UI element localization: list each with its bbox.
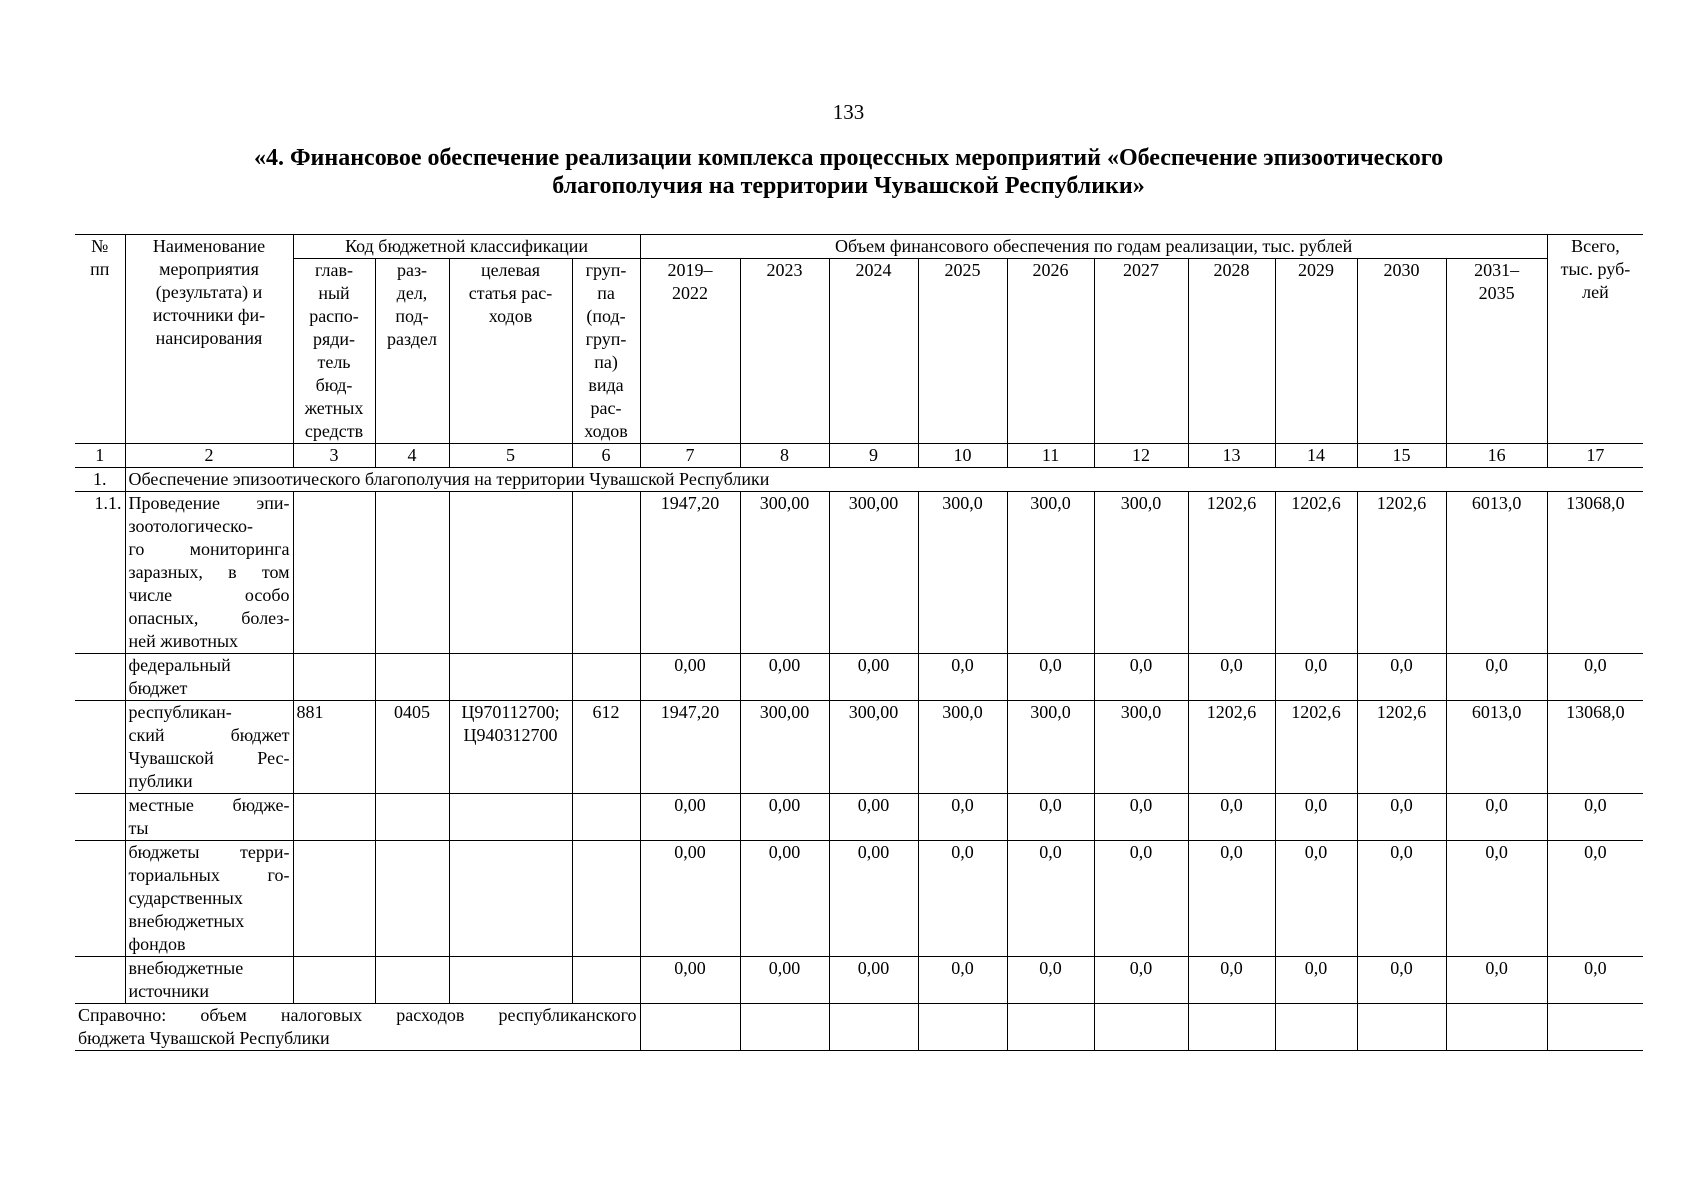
header-year-line: 2024 [855,260,892,280]
header-code-col-line: целевая [480,260,541,280]
footnote-label [75,1004,640,1051]
row-name-line: Проведение эпи- [128,493,290,513]
column-numbers-row [75,444,1643,468]
row-value: 0,0 [1446,841,1547,957]
title-line-2: благополучия на территории Чувашской Республики» [552,173,1145,199]
header-code-col-line: под- [395,306,429,326]
table-row [75,957,1643,1004]
row-value: 0,0 [1446,794,1547,841]
column-number: 6 [572,444,640,468]
header-year [1275,259,1357,444]
row-value: 6013,0 [1446,492,1547,654]
header-code-col [572,259,640,444]
row-code [293,841,375,957]
row-name-line: зоотологическо- [128,516,253,536]
row-name-line: заразных, в том [128,562,290,582]
row-value: 0,00 [740,794,829,841]
row-value: 0,0 [1357,957,1446,1004]
header-year-line: 2023 [766,260,803,280]
row-value: 1947,20 [640,701,740,794]
table-row [75,794,1643,841]
row-value: 300,0 [918,701,1007,794]
footnote-empty-cell [1446,1004,1547,1051]
row-code [293,794,375,841]
header-year-line: 2025 [944,260,981,280]
row-value: 1947,20 [640,492,740,654]
header-year-line: 2027 [1123,260,1160,280]
header-year [1357,259,1446,444]
header-code-col-line: ходов [488,306,533,326]
column-number: 9 [829,444,918,468]
header-name-line: нансирования [155,328,263,348]
row-name-line: ты [128,818,149,838]
row-value: 0,0 [1094,841,1188,957]
header-code-col [449,259,572,444]
row-code [449,654,572,701]
header-code-col-line: средств [304,421,364,441]
row-code [449,841,572,957]
row-name-line: фондов [128,934,186,954]
header-code-col-line: бюд- [315,375,353,395]
row-name-line: ней животных [128,631,239,651]
row-code [293,957,375,1004]
row-no [75,701,125,794]
row-value: 0,0 [1275,654,1357,701]
row-code-line: Ц940312700 [463,725,558,745]
row-name-line: республикан- [128,702,232,722]
row-value: 0,0 [1357,794,1446,841]
row-value: 300,00 [740,701,829,794]
header-code-col-line: па) [594,352,618,372]
row-name-line: бюджеты терри- [128,842,290,862]
row-value: 300,0 [1094,492,1188,654]
row-value: 0,0 [1094,794,1188,841]
row-name [125,492,293,654]
footnote-empty-cell [918,1004,1007,1051]
header-code-col-line: ряди- [312,329,356,349]
row-value: 0,0 [1275,794,1357,841]
column-number: 1 [75,444,125,468]
row-name-line: ториальных го- [128,865,290,885]
header-code-col [293,259,375,444]
row-value: 1202,6 [1275,701,1357,794]
row-code: 881 [293,701,375,794]
row-value: 0,00 [640,794,740,841]
row-value: 0,0 [1446,957,1547,1004]
row-value: 0,00 [740,841,829,957]
row-value: 1202,6 [1188,701,1275,794]
column-number: 14 [1275,444,1357,468]
row-value: 0,0 [1188,654,1275,701]
row-no [75,794,125,841]
row-value: 0,00 [829,794,918,841]
column-number: 7 [640,444,740,468]
row-value: 0,0 [1357,654,1446,701]
footnote-empty-cell [829,1004,918,1051]
header-code-col-line: груп- [585,329,627,349]
header-name [125,235,293,444]
row-value: 0,0 [1188,841,1275,957]
header-code-col-line: распо- [309,306,359,326]
column-number: 8 [740,444,829,468]
row-code-line: Ц970112700; [461,702,560,722]
header-code-col-line: дел, [396,283,428,303]
row-no [75,654,125,701]
column-number: 15 [1357,444,1446,468]
header-row-1 [75,235,1643,259]
row-value: 0,0 [1275,957,1357,1004]
section-label: Обеспечение эпизоотического благополучия на территории Чувашской Республики [125,468,1643,492]
row-value: 300,0 [1007,492,1094,654]
row-name [125,654,293,701]
row-code [449,492,572,654]
header-code-col-line: па [597,283,615,303]
row-name [125,957,293,1004]
row-value: 1202,6 [1357,492,1446,654]
row-value: 0,0 [1007,654,1094,701]
header-year-line: 2031– [1474,260,1520,280]
row-value: 0,0 [1007,794,1094,841]
row-no [75,957,125,1004]
header-code-group: Код бюджетной классификации [293,235,640,259]
row-name-line: внебюджетных [128,911,245,931]
column-number: 4 [375,444,449,468]
row-code [572,957,640,1004]
column-number: 10 [918,444,1007,468]
row-code [572,654,640,701]
row-name-line: числе особо [128,585,290,605]
row-value: 1202,6 [1357,701,1446,794]
header-no [75,235,125,444]
header-year-line: 2019– [667,260,713,280]
header-year-line: 2030 [1383,260,1420,280]
column-number: 11 [1007,444,1094,468]
column-number: 17 [1547,444,1643,468]
row-code [375,492,449,654]
header-code-col-line: раздел [387,329,437,349]
footnote-empty-cell [1094,1004,1188,1051]
column-number: 3 [293,444,375,468]
row-value: 0,0 [1275,841,1357,957]
row-code: 0405 [375,701,449,794]
header-volume-group: Объем финансового обеспечения по годам реализации, тыс. рублей [640,235,1547,259]
header-code-col-line: глав- [315,260,353,280]
footnote-empty-cell [1007,1004,1094,1051]
row-name-line: го мониторинга [128,539,290,559]
section-no: 1. [75,468,125,492]
footnote-empty-cell [1275,1004,1357,1051]
table-row [75,841,1643,957]
header-year [829,259,918,444]
row-name-line: публики [128,771,193,791]
row-name-line: местные бюдже- [128,795,290,815]
row-value: 0,0 [918,957,1007,1004]
header-code-col-line: жетных [304,398,364,418]
footnote-empty-cell [1547,1004,1643,1051]
row-name [125,701,293,794]
row-no [75,841,125,957]
row-value: 0,00 [640,957,740,1004]
header-code-col-line: тель [317,352,351,372]
row-name-line: сударственных [128,888,243,908]
header-year [918,259,1007,444]
row-code [375,841,449,957]
header-year [1446,259,1547,444]
row-value: 13068,0 [1547,701,1643,794]
header-code-col-line: рас- [590,398,622,418]
row-value: 1202,6 [1188,492,1275,654]
row-value: 0,00 [640,654,740,701]
row-value: 6013,0 [1446,701,1547,794]
row-name-line: ский бюджет [128,725,290,745]
header-name-line: (результата) и [155,282,263,302]
row-value: 13068,0 [1547,492,1643,654]
header-name-line: мероприятия [159,259,259,279]
header-total-line: лей [1582,282,1609,302]
footnote-label-line: Справочно: объем налоговых расходов республиканского [78,1005,637,1025]
header-row-2 [75,259,1643,444]
header-code-col-line: груп- [585,260,627,280]
row-no: 1.1. [75,492,125,654]
header-year-line: 2022 [672,283,709,303]
row-value: 0,00 [829,957,918,1004]
row-value: 300,0 [1094,701,1188,794]
column-number: 12 [1094,444,1188,468]
header-code-col-line: (под- [586,306,626,326]
header-year-line: 2029 [1298,260,1335,280]
row-value: 300,00 [740,492,829,654]
row-value: 300,0 [918,492,1007,654]
footnote-empty-cell [740,1004,829,1051]
row-name-line: бюджет [128,678,188,698]
row-code [449,701,572,794]
row-value: 0,0 [1007,957,1094,1004]
column-number: 2 [125,444,293,468]
row-code [572,841,640,957]
row-name-line: опасных, болез- [128,608,290,628]
header-code-col [375,259,449,444]
column-number: 5 [449,444,572,468]
header-year [1188,259,1275,444]
row-value: 300,00 [829,701,918,794]
header-no-text: № пп [90,236,110,279]
table-row [75,701,1643,794]
header-total-line: Всего, [1571,236,1620,256]
row-value: 0,0 [1188,957,1275,1004]
row-code [375,957,449,1004]
row-value: 0,00 [829,654,918,701]
row-value: 0,0 [1446,654,1547,701]
row-value: 0,0 [918,654,1007,701]
row-code [375,654,449,701]
header-year [1007,259,1094,444]
footnote-empty-cell [1357,1004,1446,1051]
row-value: 0,0 [1547,841,1643,957]
header-year-line: 2035 [1478,283,1515,303]
row-code [375,794,449,841]
row-code [293,492,375,654]
header-code-col-line: ходов [584,421,628,441]
header-code-col-line: вида [588,375,624,395]
row-value: 1202,6 [1275,492,1357,654]
header-total-line: тыс. руб- [1560,259,1631,279]
table-row [75,492,1643,654]
row-name-line: федеральный [128,655,231,675]
table-row [75,654,1643,701]
column-number: 13 [1188,444,1275,468]
row-value: 0,0 [1007,841,1094,957]
header-code-col-line: статья рас- [468,283,553,303]
header-code-col-line: раз- [396,260,428,280]
financing-table [75,234,1643,1051]
row-value: 300,00 [829,492,918,654]
row-code [572,492,640,654]
header-name-line: источники фи- [152,305,266,325]
row-name-line: внебюджетные [128,958,244,978]
header-year-line: 2026 [1032,260,1069,280]
footnote-label-line: бюджета Чувашской Республики [78,1028,330,1048]
row-value: 0,00 [740,654,829,701]
row-code [449,957,572,1004]
row-value: 0,0 [1094,654,1188,701]
row-value: 0,0 [1547,794,1643,841]
header-year [740,259,829,444]
footnote-empty-cell [1188,1004,1275,1051]
row-value: 300,0 [1007,701,1094,794]
row-code [293,654,375,701]
row-code: 612 [572,701,640,794]
row-value: 0,00 [640,841,740,957]
row-value: 0,0 [918,841,1007,957]
row-name [125,841,293,957]
header-total [1547,235,1643,444]
row-value: 0,0 [1547,654,1643,701]
header-year [640,259,740,444]
row-code [449,794,572,841]
row-value: 0,0 [1094,957,1188,1004]
page-title [140,144,1557,200]
row-value: 0,0 [1357,841,1446,957]
header-name-line: Наименование [152,236,266,256]
page-number: 133 [832,100,865,124]
row-value: 0,0 [1547,957,1643,1004]
header-code-col-line: ный [318,283,350,303]
column-number: 16 [1446,444,1547,468]
section-row [75,468,1643,492]
row-value: 0,00 [740,957,829,1004]
row-code [572,794,640,841]
footnote-empty-cell [640,1004,740,1051]
row-value: 0,0 [918,794,1007,841]
row-value: 0,0 [1188,794,1275,841]
row-name-line: Чувашской Рес- [128,748,290,768]
row-value: 0,00 [829,841,918,957]
title-line-1: «4. Финансовое обеспечение реализации комплекса процессных мероприятий «Обеспечение эпизоотического [253,145,1444,171]
footnote-row [75,1004,1643,1051]
header-year [1094,259,1188,444]
row-name-line: источники [128,981,209,1001]
header-year-line: 2028 [1213,260,1250,280]
row-name [125,794,293,841]
